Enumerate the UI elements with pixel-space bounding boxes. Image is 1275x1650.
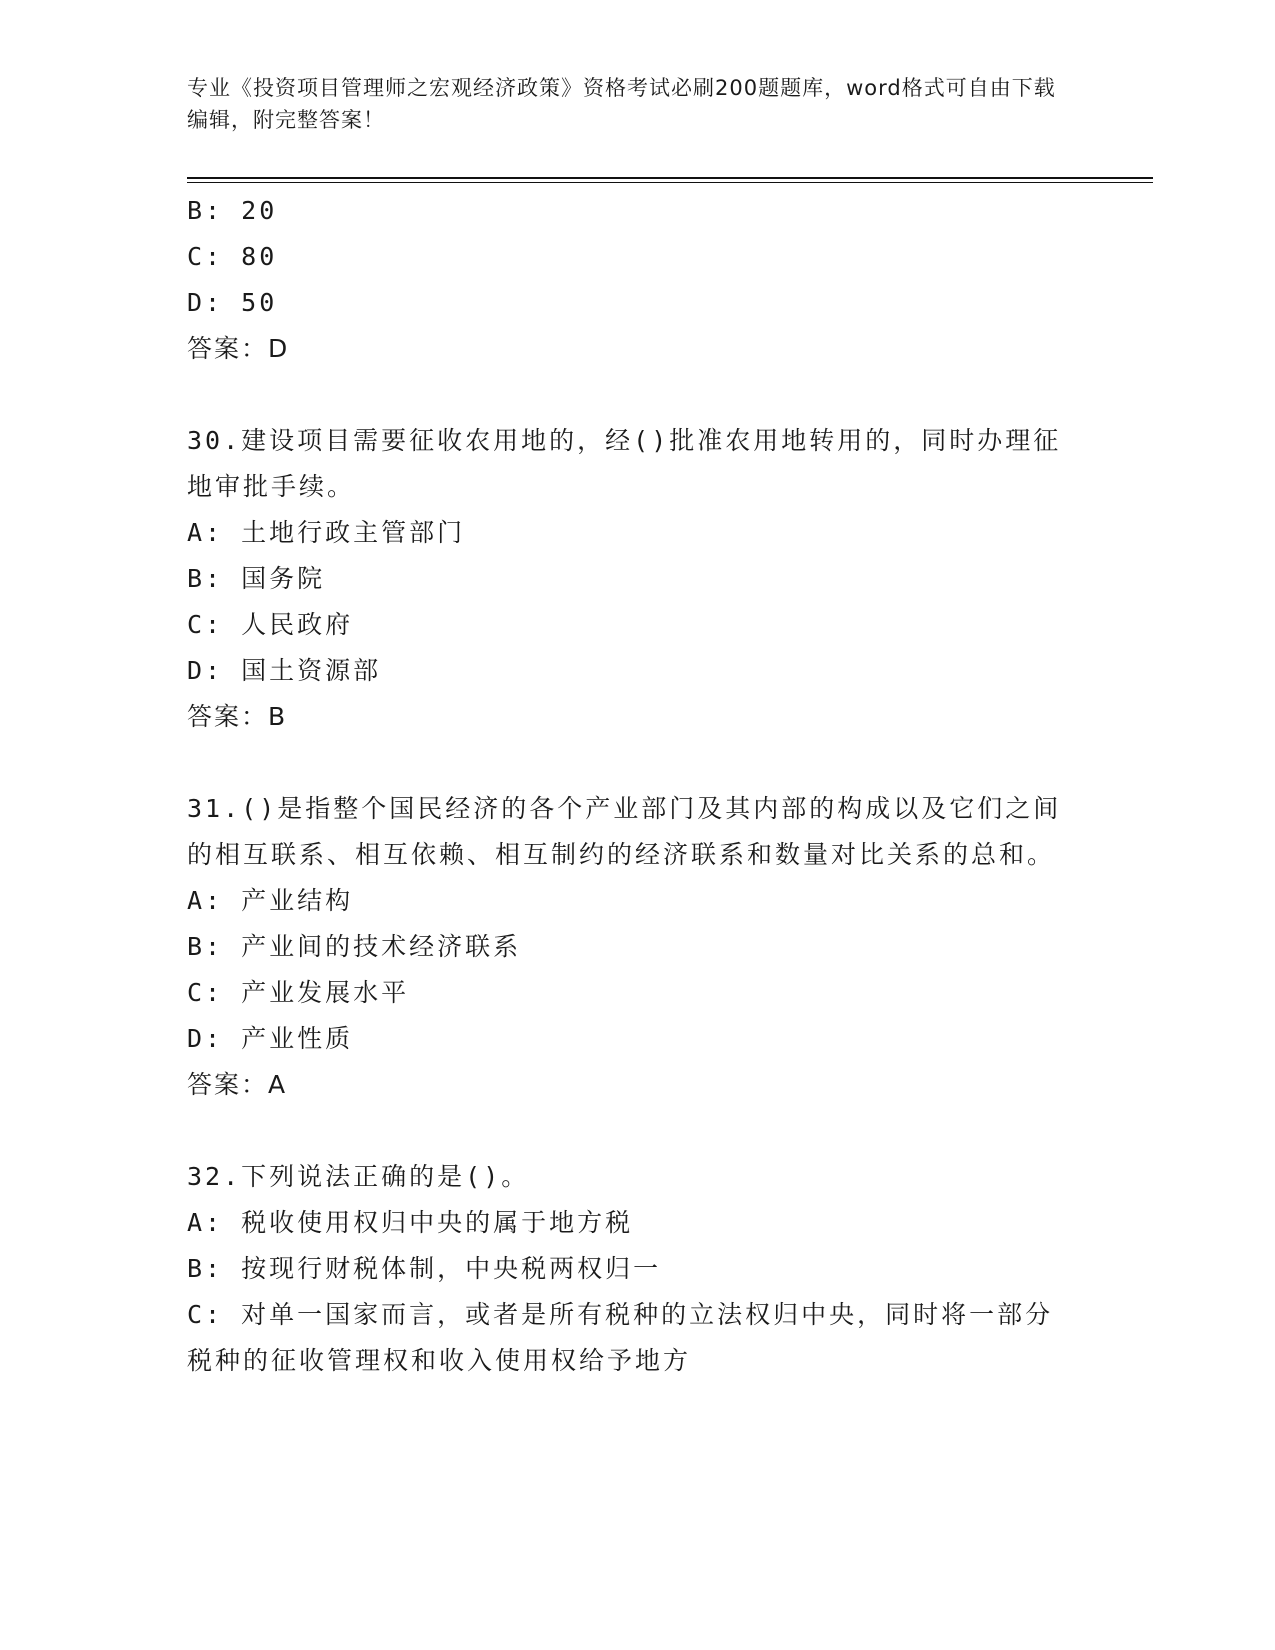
option-c: C: 对单一国家而言，或者是所有税种的立法权归中央，同时将一部分税种的征收管理权和收入使用权给予地方	[187, 1300, 1054, 1375]
header-rule-thick	[187, 177, 1153, 179]
option-c: C: 产业发展水平	[187, 978, 410, 1007]
spacer	[187, 372, 1067, 418]
option-d: D: 50	[187, 288, 278, 317]
option-a: A: 土地行政主管部门	[187, 518, 466, 547]
option-c: C: 80	[187, 242, 278, 271]
option-d: D: 产业性质	[187, 1024, 354, 1053]
option-a: A: 税收使用权归中央的属于地方税	[187, 1208, 634, 1237]
question-text: 32.下列说法正确的是()。	[187, 1162, 530, 1191]
question-text: 31.()是指整个国民经济的各个产业部门及其内部的构成以及它们之间的相互联系、相互依赖、相互制约的经济联系和数量对比关系的总和。	[187, 794, 1062, 869]
question-32	[187, 1154, 1067, 1384]
spacer	[187, 740, 1067, 786]
option-b: B: 按现行财税体制，中央税两权归一	[187, 1254, 662, 1283]
spacer	[187, 1108, 1067, 1154]
document-body	[187, 188, 1067, 1384]
answer-label: 答案：A	[187, 1070, 288, 1099]
answer-label: 答案：B	[187, 702, 288, 731]
answer-label: 答案：D	[187, 334, 290, 363]
question-text: 30.建设项目需要征收农用地的，经()批准农用地转用的，同时办理征地审批手续。	[187, 426, 1062, 501]
header-rule-thin	[187, 182, 1153, 183]
question-30	[187, 418, 1067, 740]
option-a: A: 产业结构	[187, 886, 354, 915]
option-b: B: 产业间的技术经济联系	[187, 932, 522, 961]
question-31	[187, 786, 1067, 1108]
option-b: B: 国务院	[187, 564, 326, 593]
option-d: D: 国土资源部	[187, 656, 382, 685]
option-c: C: 人民政府	[187, 610, 354, 639]
option-b: B: 20	[187, 196, 278, 225]
page-header: 专业《投资项目管理师之宏观经济政策》资格考试必刷200题题库，word格式可自由下载编辑，附完整答案！	[187, 76, 1056, 132]
previous-question-tail	[187, 188, 1067, 372]
